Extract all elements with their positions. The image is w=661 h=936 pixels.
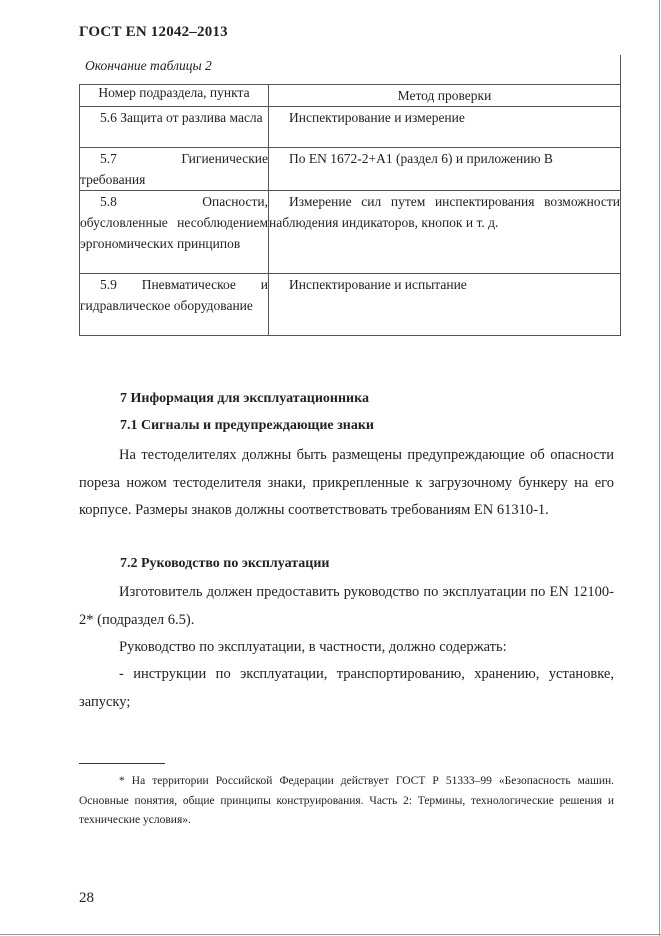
document-code-header: ГОСТ EN 12042–2013 xyxy=(79,24,228,40)
section-7-2-paragraph: Изготовитель должен предоставить руководство по эксплуатации по EN 12100-2* (подраздел 6.5). xyxy=(79,584,614,628)
cell-method xyxy=(269,274,621,336)
cell-method xyxy=(269,148,621,191)
cell-method-text: Инспектирование и испытание xyxy=(289,277,467,292)
cell-number-text: 5.8 Опасности, обусловленные несоблюдением эргономических принципов xyxy=(80,194,268,251)
table-row xyxy=(80,274,621,336)
page-number: 28 xyxy=(79,890,94,906)
table-caption: Окончание таблицы 2 xyxy=(85,58,212,73)
footnote-separator xyxy=(79,763,165,764)
table-header-row xyxy=(80,85,621,107)
verification-methods-table xyxy=(79,84,621,336)
cell-method-text: По EN 1672-2+A1 (раздел 6) и приложению В xyxy=(289,151,553,166)
table-row xyxy=(80,191,621,274)
page-border xyxy=(0,934,661,935)
section-7-2-list-item: - инструкции по эксплуатации, транспортированию, хранению, установке, запуску; xyxy=(79,666,614,710)
cell-number xyxy=(80,274,269,336)
cell-method xyxy=(269,191,621,274)
cell-number-text: 5.6 Защита от разлива масла xyxy=(100,110,263,125)
header-cell-method: Метод проверки xyxy=(269,85,621,107)
section-7-2-paragraph: Руководство по эксплуатации, в частности, должно содержать: xyxy=(119,639,507,655)
cell-method-text: Измерение сил путем инспектирования возможности наблюдения индикаторов, кнопок и т. д. xyxy=(269,194,620,230)
table-row xyxy=(80,107,621,148)
cell-number xyxy=(80,191,269,274)
section-7-heading: 7 Информация для эксплуатационника xyxy=(120,391,369,406)
cell-number xyxy=(80,148,269,191)
footnote: * На территории Российской Федерации действует ГОСТ Р 51333–99 «Безопасность машин. Основные понятия, общие принципы конструирования. Часть 2: Термины, технологические решения и технические условия». xyxy=(79,775,614,826)
table-continuation-border xyxy=(620,55,621,84)
cell-method-text: Инспектирование и измерение xyxy=(289,110,465,125)
header-cell-number: Номер подраздела, пункта xyxy=(80,85,269,107)
section-7-2-heading: 7.2 Руководство по эксплуатации xyxy=(120,556,330,571)
cell-method xyxy=(269,107,621,148)
cell-number-text: 5.7 Гигиенические требования xyxy=(80,151,268,187)
cell-number xyxy=(80,107,269,148)
cell-number-text: 5.9 Пневматическое и гидравлическое оборудование xyxy=(80,277,268,313)
page-border xyxy=(659,0,660,936)
table-row xyxy=(80,148,621,191)
section-7-1-paragraph: На тестоделителях должны быть размещены предупреждающие об опасности пореза ножом тестоделителя знаки, прикрепленные к загрузочному бункеру на его корпусе. Размеры знаков должны соответствовать требованиям EN 61310-1. xyxy=(79,447,614,518)
section-7-1-heading: 7.1 Сигналы и предупреждающие знаки xyxy=(120,418,374,433)
